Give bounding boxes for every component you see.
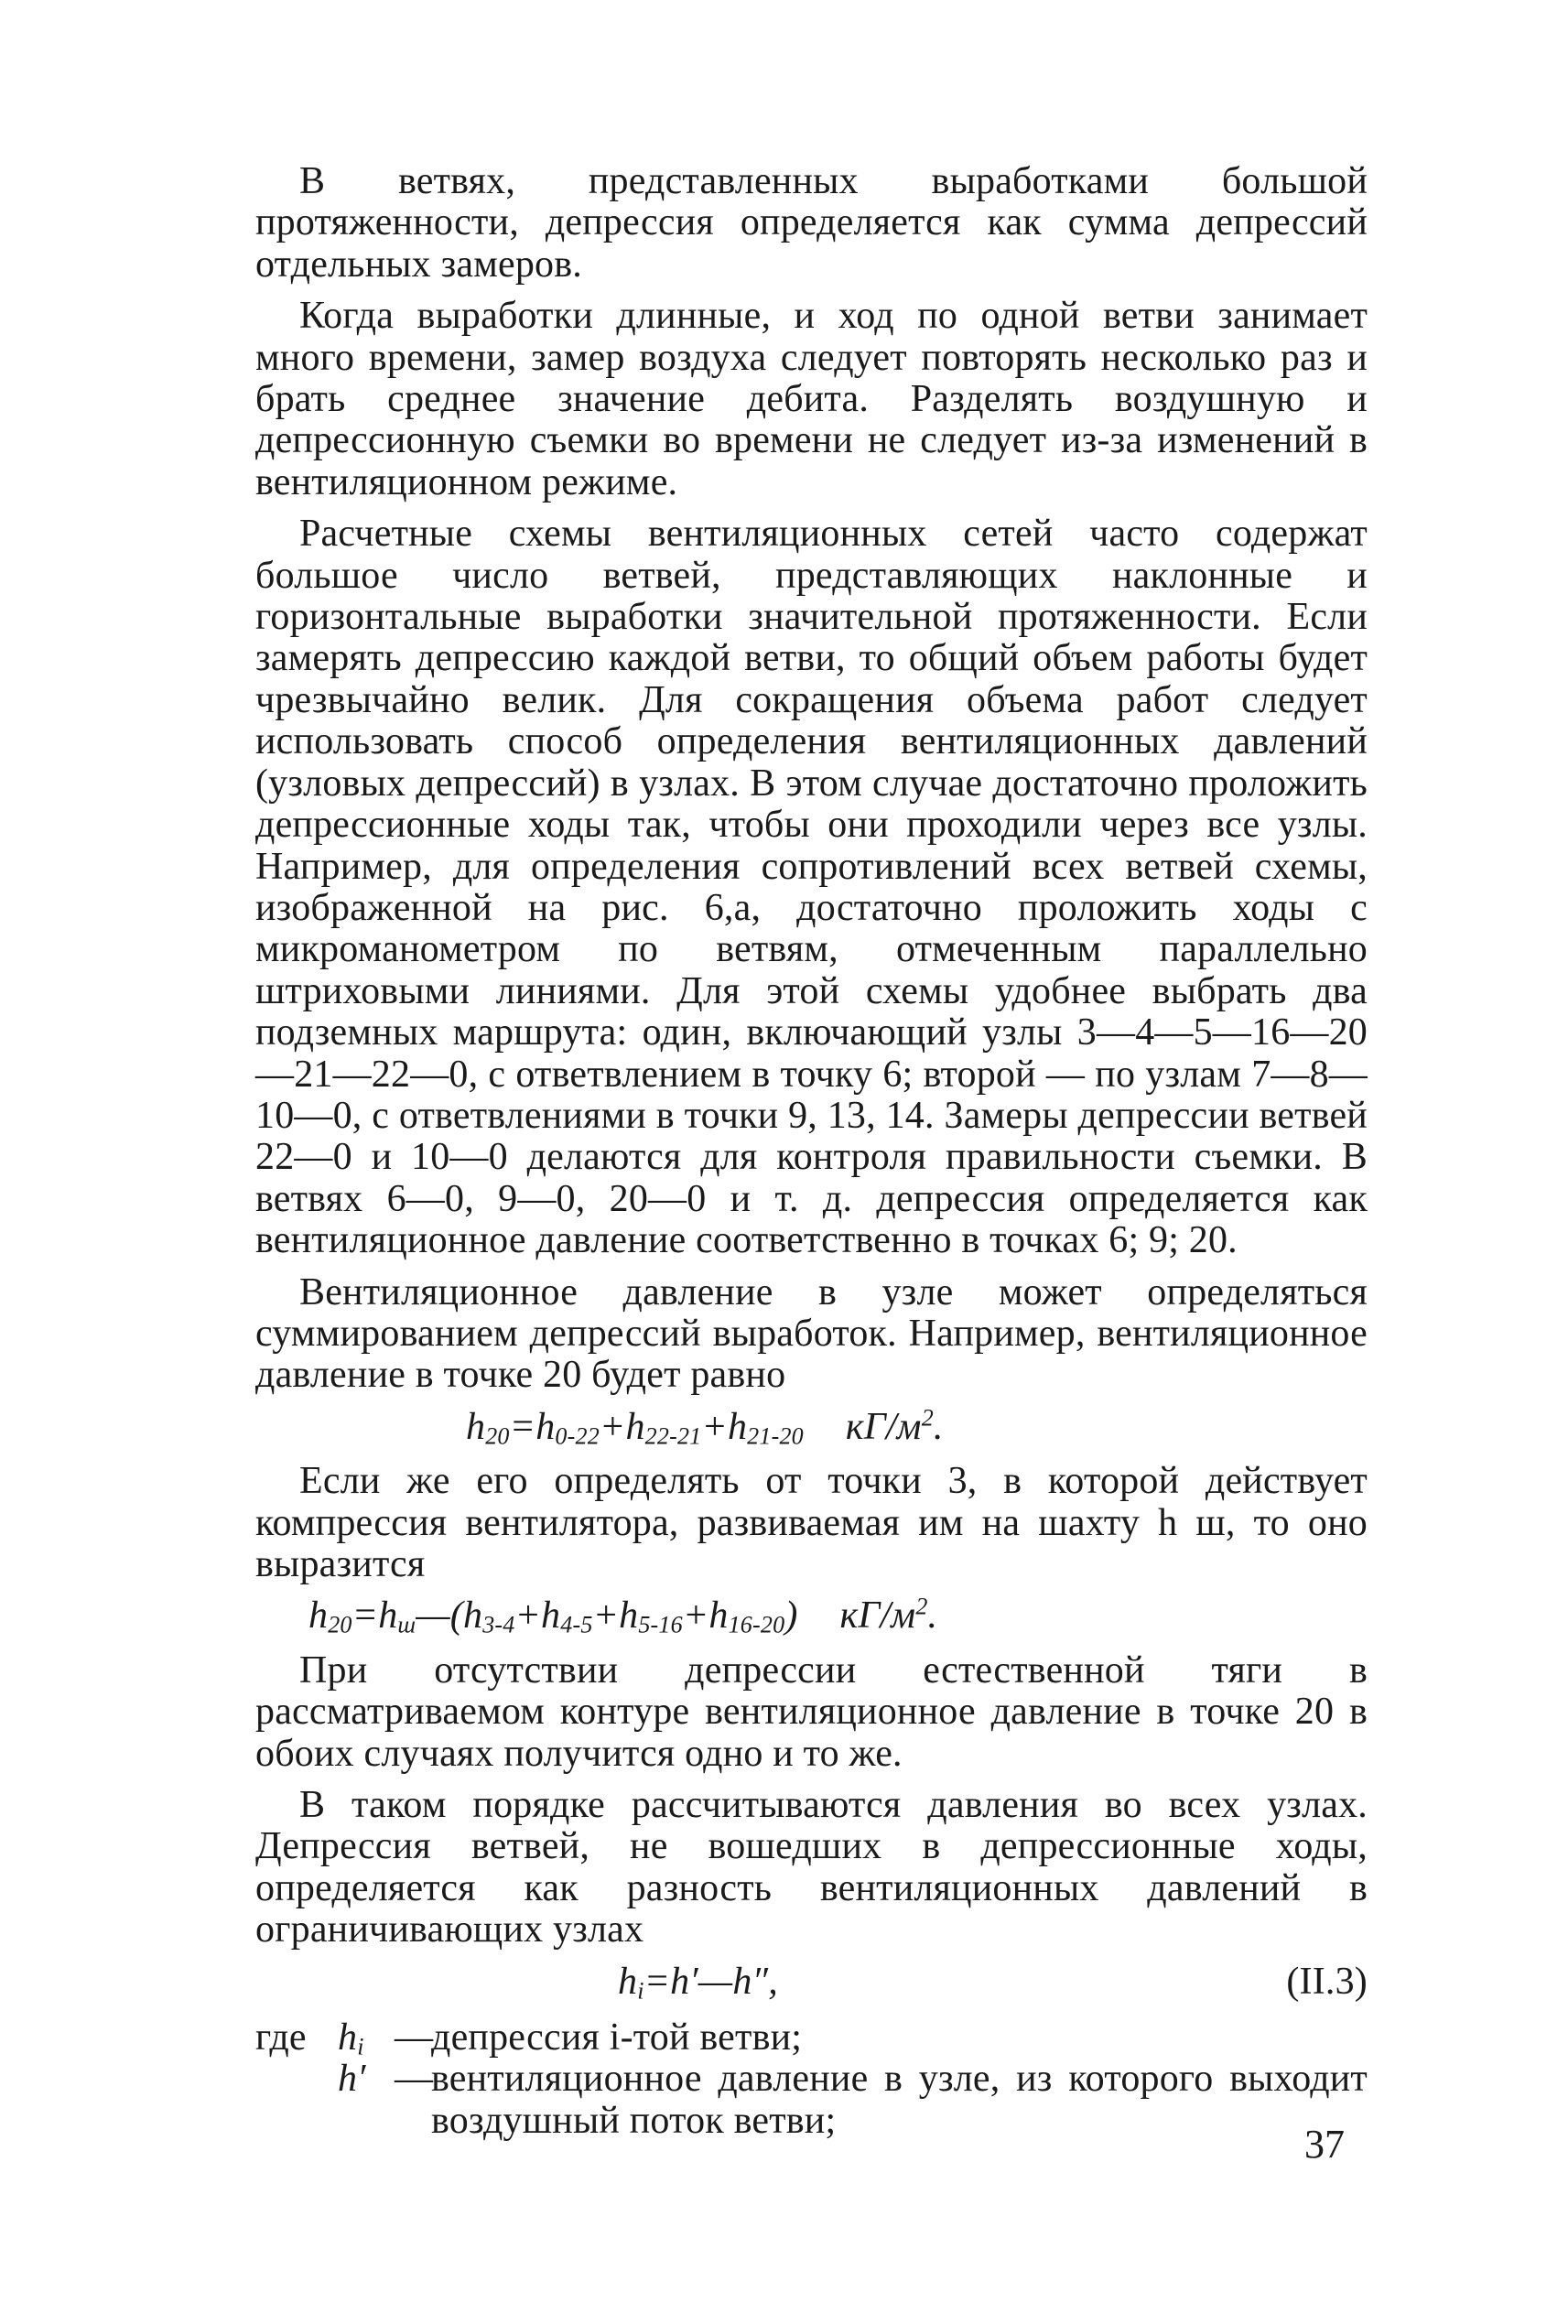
formula-ii-3 (255, 1962, 1368, 2003)
formula-h20-compression: $h_{20}=h_ш—(h_{3-4}+h_{4-5}+h_{5-16}+h_{16-20})$ $кГ/м^2$. (308, 1594, 938, 1639)
definition-dash: — (395, 2016, 434, 2059)
formula-ii-3-body: $h_i=h'—h''$, (618, 1960, 778, 2005)
definition-row (255, 2017, 1368, 2059)
definition-text: депрессия i-той ветви; (431, 2016, 803, 2059)
definition-dash: — (395, 2058, 434, 2101)
paragraph-4: Вентиляционное давление в узле может определяться суммированием депрессий выработок. Например, вентиляционное давление в точке 20 будет равно (255, 1270, 1368, 1397)
paragraph-5: Если же его определять от точки 3, в которой действует компрессия вентилятора, развиваемая им на шахту h ш, то оно выразится (255, 1460, 1368, 1585)
definition-intro: где (255, 2016, 307, 2059)
page-text-body (255, 161, 1368, 2142)
definition-row (255, 2059, 1368, 2142)
definition-text: вентиляционное давление в узле, из которого выходит воздушный поток ветви; (431, 2058, 1368, 2142)
paragraph-1: В ветвях, представленных выработками большой протяженности, депрессия определяется как сумма депрессий отдельных замеров. (255, 160, 1368, 286)
page-number: 37 (1304, 2122, 1345, 2167)
paragraph-7: В таком порядке рассчитываются давления во всех узлах. Депрессия ветвей, не вошедших в депрессионные ходы, определяется как разность вентиляционных давлений в ограничивающих узлах (255, 1784, 1368, 1951)
equation-number: (II.3) (1286, 1960, 1368, 2003)
definition-symbol: $h_i$ (338, 2016, 364, 2060)
paragraph-3: Расчетные схемы вентиляционных сетей часто содержат большое число ветвей, представляющих наклонные и горизонтальные выработки значительной протяженности. Если замерять депрессию каждой ветви, то общий объем работы будет чрезвычайно велик. Для сокращения объема работ следует использовать способ определения вентиляционных давлений (узловых депрессий) в узлах. В этом случае достаточно проложить депрессионные ходы так, чтобы они проходили через все узлы. Например, для определения сопротивлений всех ветвей схемы, изображенной на рис. 6,а, достаточно проложить ходы с микроманометром по ветвям, отмеченным параллельно штриховыми линиями. Для этой схемы удобнее выбрать два подземных маршрута: один, включающий узлы 3—4—5—16—20—21—22—0, с ответвлением в точку 6; второй — по узлам 7—8—10—0, с ответвлениями в точки 9, 13, 14. Замеры депрессии ветвей 22—0 и 10—0 делаются для контроля правильности съемки. В ветвях 6—0, 9—0, 20—0 и т. д. депрессия определяется как вентиляционное давление соответственно в точках 6; 9; 20. (255, 513, 1368, 1262)
formula-h20-sum: $h_{20}=h_{0-22}+h_{22-21}+h_{21-20}$ $кГ/м^2$. (466, 1404, 944, 1450)
definitions-list (255, 2017, 1368, 2142)
paragraph-2: Когда выработки длинные, и ход по одной ветви занимает много времени, замер воздуха следует повторять несколько раз и брать среднее значение дебита. Разделять воздушную и депрессионную съемки во времени не следует из-за изменений в вентиляционном режиме. (255, 295, 1368, 503)
formula-units: $кГ/м^2$. (839, 1594, 938, 1638)
paragraph-6: При отсутствии депрессии естественной тяги в рассматриваемом контуре вентиляционное давление в точке 20 в обоих случаях получится одно и то же. (255, 1648, 1368, 1775)
formula-units: $кГ/м^2$. (845, 1404, 944, 1448)
definition-symbol: h′ (338, 2058, 366, 2101)
